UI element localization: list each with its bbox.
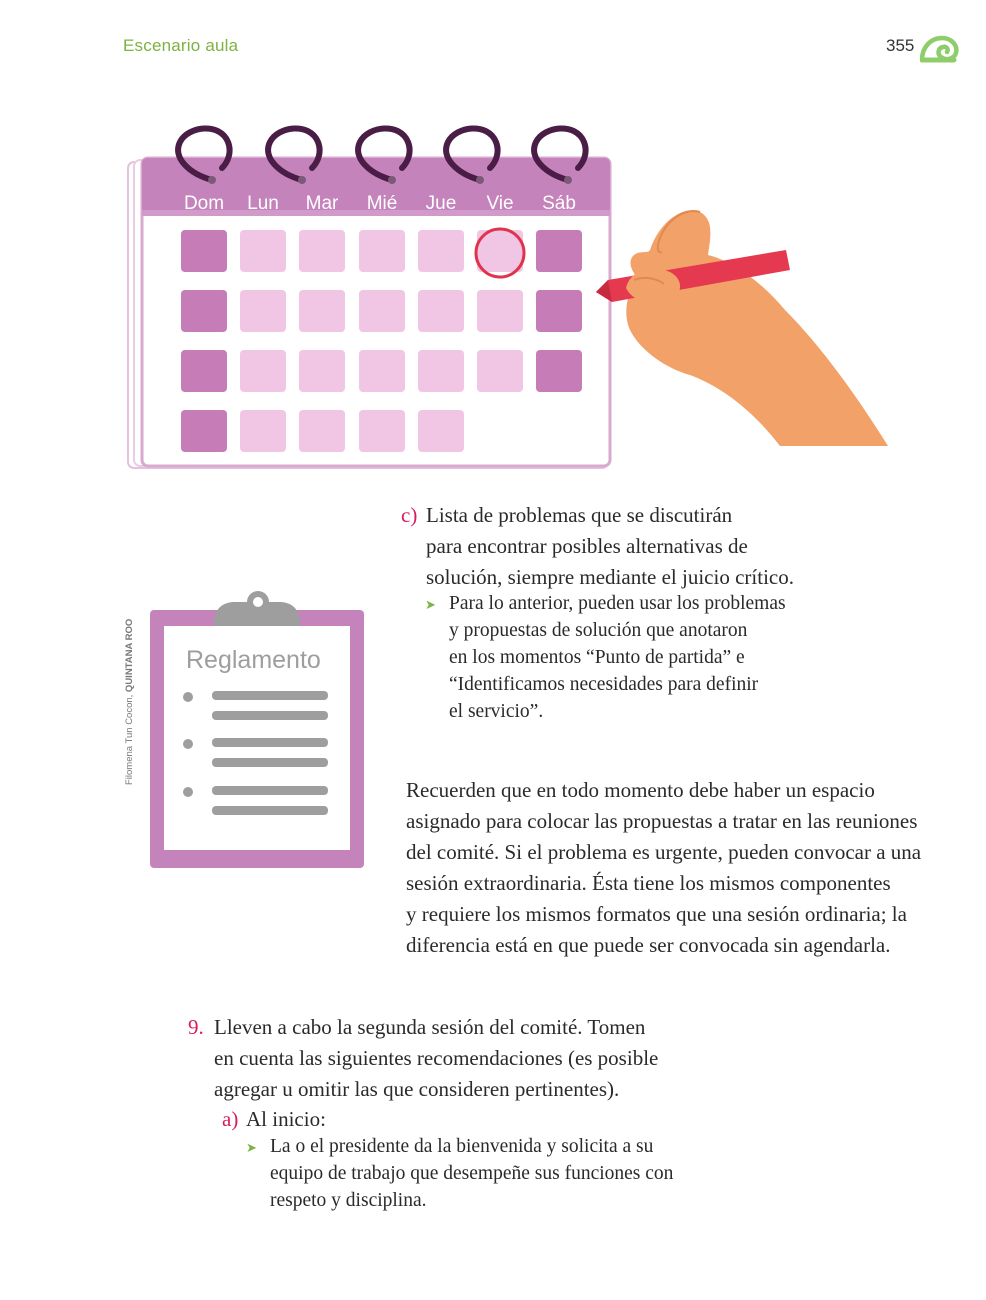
calendar-cell — [181, 230, 227, 272]
text-line: “Identificamos necesidades para definir — [449, 674, 759, 695]
bullet-arrow-icon: ➤ — [425, 597, 436, 612]
calendar-cell — [181, 410, 227, 452]
item-c-text — [426, 500, 794, 593]
text-line: y propuestas de solución que anotaron — [449, 620, 748, 641]
calendar-day-label: Jue — [425, 193, 457, 214]
calendar-cell — [418, 230, 464, 272]
calendar-cell — [418, 410, 464, 452]
calendar-cell — [536, 350, 582, 392]
calendar-cell — [359, 350, 405, 392]
text-line: solución, siempre mediante el juicio crítico. — [426, 565, 794, 589]
calendar-day-label: Sáb — [542, 193, 576, 214]
calendar-cell — [359, 290, 405, 332]
calendar-cell — [299, 290, 345, 332]
text-line: Lleven a cabo la segunda sesión del comité. Tomen — [214, 1015, 646, 1039]
item-9-marker: 9. — [188, 1015, 204, 1039]
calendar-day-label: Lun — [247, 193, 279, 214]
main-paragraph — [406, 775, 921, 961]
calendar-day-label: Mar — [305, 193, 339, 214]
calendar-cell — [299, 350, 345, 392]
calendar-cell — [418, 290, 464, 332]
text-line: asignado para colocar las propuestas a tratar en las reuniones — [406, 809, 918, 833]
text-line: para encontrar posibles alternativas de — [426, 534, 748, 558]
bullet-arrow-icon: ➤ — [246, 1140, 257, 1155]
calendar-cell — [181, 290, 227, 332]
calendar-cell — [181, 350, 227, 392]
text-line: y requiere los mismos formatos que una sesión ordinaria; la — [406, 902, 907, 926]
text-line: en los momentos “Punto de partida” e — [449, 647, 745, 668]
calendar-day-label: Vie — [486, 193, 514, 214]
item-9a-marker: a) — [222, 1107, 239, 1131]
text-line: diferencia está en que puede ser convocada sin agendarla. — [406, 933, 891, 957]
item-c-bullet — [449, 590, 786, 725]
text-line: La o el presidente da la bienvenida y solicita a su — [270, 1136, 654, 1157]
clipboard-title: Reglamento — [186, 646, 321, 674]
calendar-cell — [299, 410, 345, 452]
calendar-cell — [477, 350, 523, 392]
text-line: del comité. Si el problema es urgente, pueden convocar a una — [406, 840, 922, 864]
text-line: el servicio”. — [449, 701, 544, 722]
text-line: Para lo anterior, pueden usar los problemas — [449, 593, 786, 614]
calendar-cell — [299, 230, 345, 272]
text-line: en cuenta las siguientes recomendaciones (es posible — [214, 1046, 659, 1070]
item-9a-text: Al inicio: — [246, 1107, 326, 1131]
calendar-cell — [359, 410, 405, 452]
calendar-cell — [477, 290, 523, 332]
text-line: Recuerden que en todo momento debe haber un espacio — [406, 778, 875, 802]
snail-icon — [920, 28, 960, 64]
calendar-day-label: Dom — [183, 193, 225, 214]
page-number: 355 — [886, 36, 915, 55]
credit-author: Filomena Tun Cocon, — [124, 694, 135, 785]
clipboard-icon — [140, 588, 370, 873]
section-title: Escenario aula — [123, 36, 239, 55]
calendar-cell — [240, 290, 286, 332]
calendar-cell — [240, 410, 286, 452]
credit-place: QUINTANA ROO — [124, 618, 135, 693]
calendar-cell — [359, 230, 405, 272]
item-9-text — [214, 1012, 658, 1105]
hand-with-pencil-illustration — [590, 200, 890, 450]
text-line: Lista de problemas que se discutirán — [426, 503, 733, 527]
calendar-cell — [536, 230, 582, 272]
calendar-cell — [418, 350, 464, 392]
calendar-day-label: Mié — [366, 193, 398, 214]
text-line: equipo de trabajo que desempeñe sus funciones con — [270, 1163, 674, 1184]
illustration-credit — [124, 619, 135, 785]
calendar-cell — [536, 290, 582, 332]
text-line: sesión extraordinaria. Ésta tiene los mismos componentes — [406, 871, 891, 895]
text-line: agregar u omitir las que consideren pertinentes). — [214, 1077, 620, 1101]
calendar-cell — [240, 230, 286, 272]
item-c-marker: c) — [401, 503, 418, 527]
calendar-cell — [240, 350, 286, 392]
item-9a-bullet — [270, 1133, 673, 1214]
calendar-icon — [120, 118, 620, 478]
text-line: respeto y disciplina. — [270, 1190, 427, 1211]
